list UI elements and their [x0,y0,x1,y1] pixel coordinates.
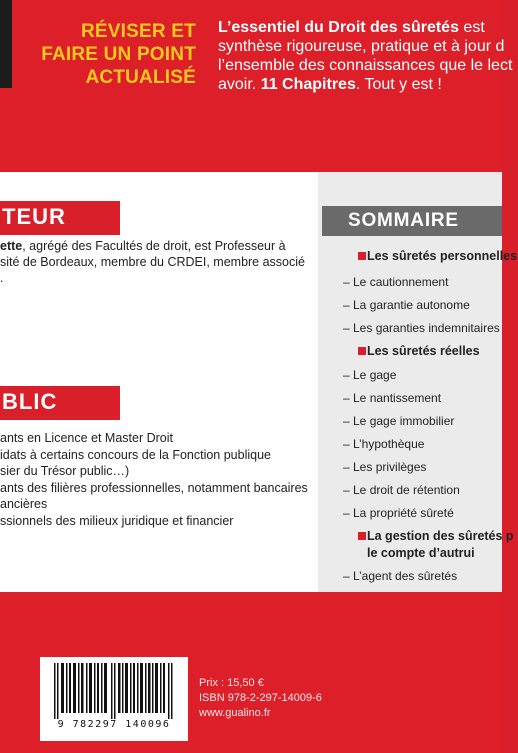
toc-item: – Les garanties indemnitaires [343,321,500,335]
toc-item: – Le cautionnement [343,275,449,289]
toc-item: – Le gage immobilier [343,414,455,428]
toc-item: – La propriété sûreté [343,506,454,520]
toc-item: – L’hypothèque [343,437,425,451]
toc-section: La gestion des sûretés p [367,529,514,543]
public-list [0,430,316,529]
list-item: idats à certains concours de la Fonction publique [0,447,271,462]
toc-item: – Le gage [343,368,397,382]
list-item: ants des filières professionnelles, notamment bancaires [0,480,308,495]
red-square-icon [358,252,366,260]
tagline-line-1: RÉVISER ET [81,21,196,42]
toc-section: Les sûretés personnelles [367,249,517,263]
isbn: ISBN 978-2-297-14009-6 [199,692,322,704]
chapter-count: 11 Chapitres [260,76,356,93]
public-heading: BLIC [0,386,120,420]
barcode [40,657,188,741]
content-panel [0,172,318,592]
author-heading: TEUR [0,201,120,235]
tagline-line-3: ACTUALISÉ [85,67,196,88]
author-bio: ette, agrégé des Facultés de droit, est Professeur à sité de Bordeaux, membre du CRDEI, membre associé . [0,239,305,285]
red-square-icon [358,532,366,540]
list-item: ssionnels des milieux juridique et financier [0,513,234,528]
price: Prix : 15,50 € [199,677,264,689]
sommaire-heading: SOMMAIRE [322,206,502,236]
toc-section-continued: le compte d’autrui [367,546,475,560]
tagline-line-2: FAIRE UN POINT [41,44,196,65]
toc-item: – Les privilèges [343,460,427,474]
toc-section: Les sûretés réelles [367,344,480,358]
website-link[interactable]: www.gualino.fr [199,707,271,719]
list-item: ants en Licence et Master Droit [0,431,173,445]
list-item: ancières [0,497,48,511]
barcode-icon [54,663,174,719]
barcode-number: 9 782297 140096 [57,719,171,730]
author-name: ette [0,239,23,253]
book-title: L’essentiel du Droit des sûretés [218,19,459,36]
tagline [0,20,196,89]
red-square-icon [358,347,366,355]
toc-item: – Le droit de rétention [343,483,460,497]
price-block [199,676,322,721]
toc-item: – L’agent des sûretés [343,569,458,583]
toc-item: – Le nantissement [343,391,442,405]
list-item: sier du Trésor public…) [0,464,130,478]
intro-text: L’essentiel du Droit des sûretés est synthèse rigoureuse, pratique et à jour d l’ensemble des connaissances que le lect avoir. 11 Chapitres. Tout y est ! [218,19,513,93]
toc-item: – La garantie autonome [343,298,470,312]
